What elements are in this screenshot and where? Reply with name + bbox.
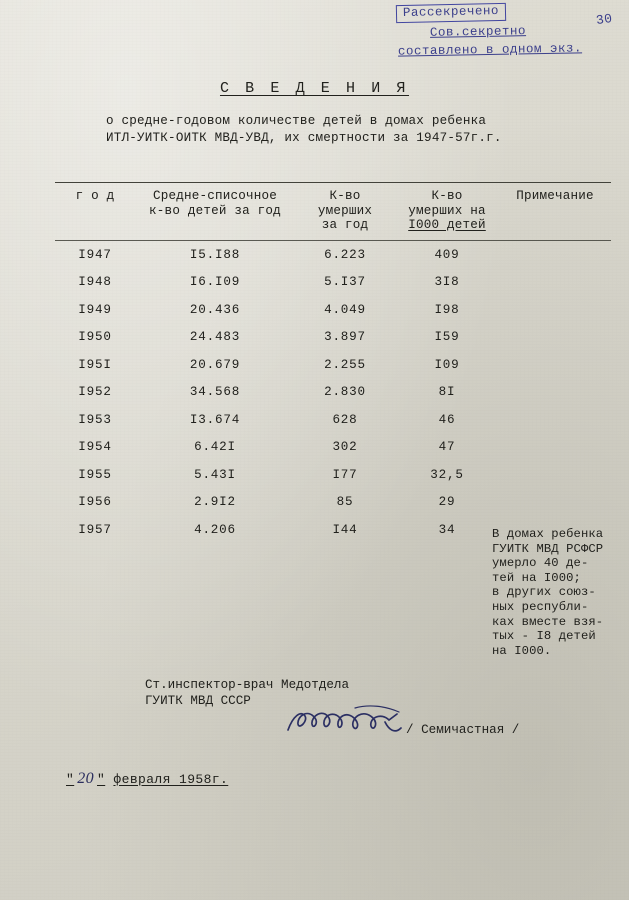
table-row: [55, 241, 611, 269]
stamp-copies-label: составлено в одном экз.: [397, 41, 583, 59]
table-row: [55, 296, 611, 324]
cell-note: [499, 378, 611, 406]
cell-died-per-1000: I98: [434, 302, 460, 317]
note-line: на I000.: [492, 643, 552, 658]
cell-average-count: I3.674: [189, 412, 241, 427]
table-row: [55, 351, 611, 379]
stamp-declassified-label: Рассекречено: [396, 3, 506, 23]
subtitle-line-2: ИТЛ-УИТК-ОИТК МВД-УВД, их смертности за 1947-57г.г.: [106, 130, 502, 145]
cell-year: I956: [78, 495, 112, 509]
cell-died-per-1000: 32,5: [430, 467, 464, 482]
table-row: [55, 268, 611, 296]
column-header-year: г о д: [75, 189, 115, 203]
cell-note: [499, 406, 611, 434]
cell-average-count: 20.679: [189, 357, 241, 372]
cell-died-per-1000: 3I8: [434, 275, 460, 289]
table-row: [55, 323, 611, 351]
cell-year: I952: [78, 385, 112, 399]
cell-average-count: I5.I88: [189, 247, 241, 262]
handwritten-signature: [285, 700, 415, 740]
cell-died-per-1000: 29: [438, 495, 456, 509]
column-header-average-count: [135, 183, 295, 240]
date-day: 20: [77, 770, 95, 787]
note-line: ГУИТК МВД РСФСР: [492, 541, 604, 556]
note-line: тых - I8 детей: [492, 629, 596, 644]
table-row: [55, 488, 611, 516]
subtitle-line-1: о средне-годовом количестве детей в домах ребенка: [106, 114, 487, 128]
note-line: ных республи-: [492, 599, 589, 614]
note-line: тей на I000;: [492, 570, 581, 585]
table-row: [55, 406, 611, 434]
stamp-secret-label: Сов.секретно: [429, 24, 527, 40]
cell-died-per-1000: 409: [434, 247, 460, 262]
table-header-row: [55, 183, 611, 240]
column-header-died-line3: за год: [321, 218, 369, 232]
signatory-position-line1: Ст.инспектор-врач Медотдела: [145, 678, 350, 692]
note-line: в других союз-: [492, 585, 596, 600]
document-subtitle: [106, 113, 546, 146]
column-header-died-line1: К-во: [329, 189, 361, 203]
cell-year: I949: [78, 302, 112, 317]
table-row: [55, 461, 611, 489]
cell-year: I955: [78, 467, 112, 482]
cell-died: 5.I37: [324, 275, 366, 289]
signatory-position-line2: ГУИТК МВД СССР: [145, 693, 251, 708]
cell-year: I948: [78, 275, 112, 289]
cell-died-per-1000: I59: [434, 330, 460, 344]
column-header-average-count-line2: к-во детей за год: [149, 203, 281, 218]
note-line: умерло 40 де-: [492, 556, 589, 571]
cell-note: [499, 351, 611, 379]
cell-average-count: 6.42I: [194, 440, 236, 454]
cell-note: [499, 461, 611, 489]
date-quote-open: ": [66, 772, 75, 787]
cell-note: [499, 323, 611, 351]
document-date: [66, 770, 228, 788]
cell-died: 2.830: [324, 385, 366, 399]
table-header-rule: [55, 240, 611, 241]
signatory-name: / Семичастная /: [406, 723, 520, 737]
cell-died-per-1000: I09: [434, 357, 460, 372]
column-header-died-per-1000-line2: умерших на: [408, 203, 486, 218]
table-row: [55, 433, 611, 461]
cell-note: [499, 268, 611, 296]
cell-year: I957: [78, 522, 112, 537]
cell-died: 628: [332, 412, 358, 427]
cell-average-count: 24.483: [189, 330, 241, 344]
cell-note: [499, 488, 611, 516]
cell-died: 302: [332, 440, 358, 454]
cell-died-per-1000: 46: [438, 412, 456, 427]
cell-died-per-1000: 34: [438, 522, 456, 537]
note-line: ках вместе взя-: [492, 614, 604, 629]
cell-year: I954: [78, 440, 112, 454]
page-title: С В Е Д Е Н И Я: [219, 80, 410, 97]
cell-average-count: 2.9I2: [194, 495, 236, 509]
cell-died: I77: [332, 467, 358, 482]
cell-average-count: 5.43I: [194, 467, 236, 482]
cell-average-count: 34.568: [189, 385, 241, 399]
cell-note: [499, 433, 611, 461]
cell-year: I953: [78, 412, 112, 427]
cell-note: [499, 241, 611, 269]
cell-average-count: 4.206: [194, 522, 236, 537]
cell-died-per-1000: 47: [438, 440, 456, 454]
cell-average-count: 20.436: [189, 302, 241, 317]
cell-average-count: I6.I09: [189, 275, 241, 289]
stamp-number: 30: [595, 10, 614, 29]
table-note-block: [492, 527, 629, 658]
cell-died: 4.049: [324, 302, 366, 317]
cell-died: 3.897: [324, 330, 366, 344]
column-header-note: Примечание: [516, 189, 594, 203]
column-header-died-per-1000-line3: I000 детей: [408, 218, 486, 232]
cell-died: 85: [336, 495, 354, 509]
cell-died: 6.223: [324, 247, 366, 262]
cell-died: I44: [332, 522, 358, 537]
cell-died: 2.255: [324, 357, 366, 372]
declassification-stamp: [396, 2, 614, 59]
column-header-died-per-1000-line1: К-во: [431, 189, 463, 203]
cell-died-per-1000: 8I: [438, 385, 456, 399]
cell-year: I947: [78, 247, 112, 262]
cell-year: I95I: [78, 357, 112, 372]
table-row: [55, 378, 611, 406]
statistics-table: [55, 182, 611, 543]
cell-note: [499, 296, 611, 324]
date-month-year: февраля 1958г.: [113, 772, 229, 787]
column-header-died-per-1000: [395, 183, 499, 240]
column-header-died: [295, 183, 395, 240]
date-quote-close: ": [97, 772, 106, 787]
cell-year: I950: [78, 330, 112, 344]
column-header-died-line2: умерших: [317, 203, 373, 218]
column-header-average-count-line1: Средне-списочное: [152, 189, 278, 203]
note-line: В домах ребенка: [492, 527, 604, 541]
